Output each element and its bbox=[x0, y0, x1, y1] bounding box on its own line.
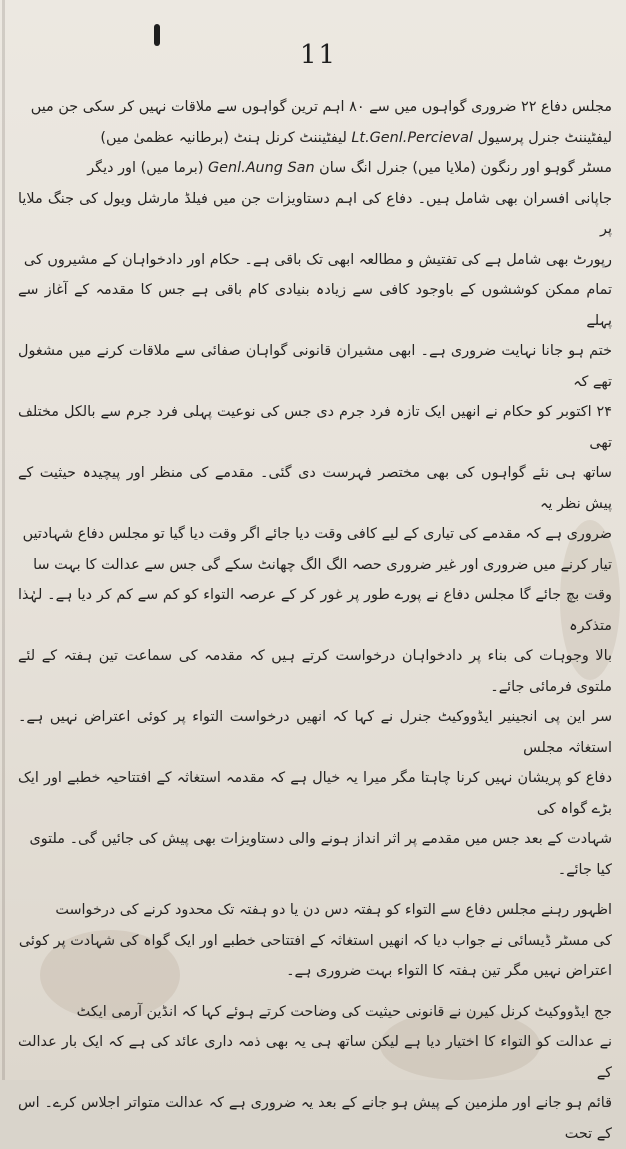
text-line bbox=[18, 123, 612, 154]
text-line: اعتراض نہیں مگر تین ہفتہ کا التواء بہت ضروری ہے۔ bbox=[286, 963, 612, 979]
text-line bbox=[18, 153, 612, 184]
text-line: دفاع کو پریشان نہیں کرنا چاہتا مگر میرا یہ خیال ہے کہ مقدمہ استغاثہ کے افتتاحیہ خطبے اور ایک بڑے گواہ کی bbox=[18, 770, 612, 817]
ink-mark bbox=[154, 24, 160, 46]
text-line: ضروری ہے کہ مقدمے کی تیاری کے لیے کافی وقت دیا جائے اگر وقت دیا گیا تو مجلس دفاع شہادتیں bbox=[22, 526, 612, 542]
text-line: نے عدالت کو التواء کا اختیار دیا ہے لیکن ساتھ ہی یہ بھی ذمہ داری عائد کی ہے کہ ایک بار عدالت کے bbox=[18, 1034, 612, 1081]
text-line: تمام ممکن کوششوں کے باوجود کافی سے زیادہ بنیادی کام باقی ہے جس کا مقدمہ کے آغاز سے پہلے bbox=[18, 282, 612, 329]
text-line: جاپانی افسران بھی شامل ہیں۔ دفاع کی اہم دستاویزات جن میں فیلڈ مارشل ویول کی جنگ ملایا پر bbox=[18, 190, 612, 237]
text-line: کی مسٹر ڈیسائی نے جواب دیا کہ انھیں استغاثہ کے افتتاحی خطبے اور ایک گواہ کی شہادت پر کوئی bbox=[18, 932, 612, 949]
latin-name: Lt.Genl.Percieval bbox=[351, 129, 473, 146]
page-number: 11 bbox=[300, 40, 338, 70]
text-line: سر این پی انجینیر ایڈووکیٹ جنرل نے کہا کہ انھیں درخواست التواء پر کوئی اعتراض نہیں ہے۔ استغاثہ مجلس bbox=[18, 709, 612, 756]
text-segment: لیفٹیننٹ کرنل ہنٹ (برطانیہ عظمیٰ میں) bbox=[100, 129, 347, 146]
text-line: قائم ہو جانے اور ملزمین کے پیش ہو جانے کے بعد یہ ضروری ہے کہ عدالت متواتر اجلاس کرے۔ اس کے تحت bbox=[18, 1095, 612, 1142]
text-line: کیا جائے۔ bbox=[557, 861, 612, 878]
text-line: ساتھ ہی نئے گواہوں کی بھی مختصر فہرست دی گئی۔ مقدمے کی منظر اور پیچیدہ حیثیت کے پیش نظر یہ bbox=[18, 465, 612, 512]
text-line: جج ایڈووکیٹ کرنل کیرن نے قانونی حیثیت کی وضاحت کرتے ہوئے کہا کہ انڈین آرمی ایکٹ bbox=[76, 1003, 612, 1020]
text-segment: (برما میں) اور دیگر bbox=[87, 160, 204, 176]
text-line: بالا وجوہات کی بناء پر دادخواہان درخواست کرتے ہیں کہ مقدمہ کی سماعت تین ہفتہ کے لئے ملتوی فرمائی جائے۔ bbox=[18, 648, 612, 695]
text-line: ختم ہو جانا نہایت ضروری ہے۔ ابھی مشیران قانونی گواہان صفائی سے ملاقات کرنے میں مشغول تھے کہ bbox=[18, 343, 612, 390]
body-text bbox=[18, 92, 612, 1149]
text-line: وقت بچ جائے گا مجلس دفاع نے پورے طور پر غور کر کے عرصہ التواء کو کم سے کم کر دیا ہے۔ لہٰذا متذکرہ bbox=[18, 587, 612, 634]
text-segment: لیفٹیننٹ جنرل پرسیول bbox=[477, 129, 612, 146]
text-line: تیار کرنے میں ضروری اور غیر ضروری حصہ الگ الگ چھانٹ سکے گی جس سے عدالت کا بہت سا bbox=[33, 556, 612, 573]
page-crease bbox=[2, 0, 5, 1080]
text-line: شہادت کے بعد جس میں مقدمے پر اثر انداز ہونے والی دستاویزات بھی پیش کی جائیں گی۔ ملتوی bbox=[29, 831, 612, 847]
latin-name: Genl.Aung San bbox=[208, 160, 315, 176]
text-line: اظہور رہنے مجلس دفاع سے التواء کو ہفتہ دس دن یا دو ہفتہ تک محدود کرنے کی درخواست bbox=[55, 902, 612, 918]
text-line: رپورٹ بھی شامل ہے کی تفتیش و مطالعہ ابھی تک باقی ہے۔ حکام اور دادخواہان کے مشیروں کی bbox=[23, 251, 612, 268]
text-line: مجلس دفاع ۲۲ ضروری گواہوں میں سے ۸۰ اہم ترین گواہوں سے ملاقات نہیں کر سکی جن میں bbox=[30, 99, 612, 115]
text-line: ۲۴ اکتوبر کو حکام نے انھیں ایک تازہ فرد جرم دی جس کی نوعیت پہلی فرد جرم سے بالکل مختلف تھی bbox=[18, 404, 612, 451]
text-segment: مسٹر گوہو اور رنگون (ملایا میں) جنرل انگ سان bbox=[319, 160, 612, 176]
